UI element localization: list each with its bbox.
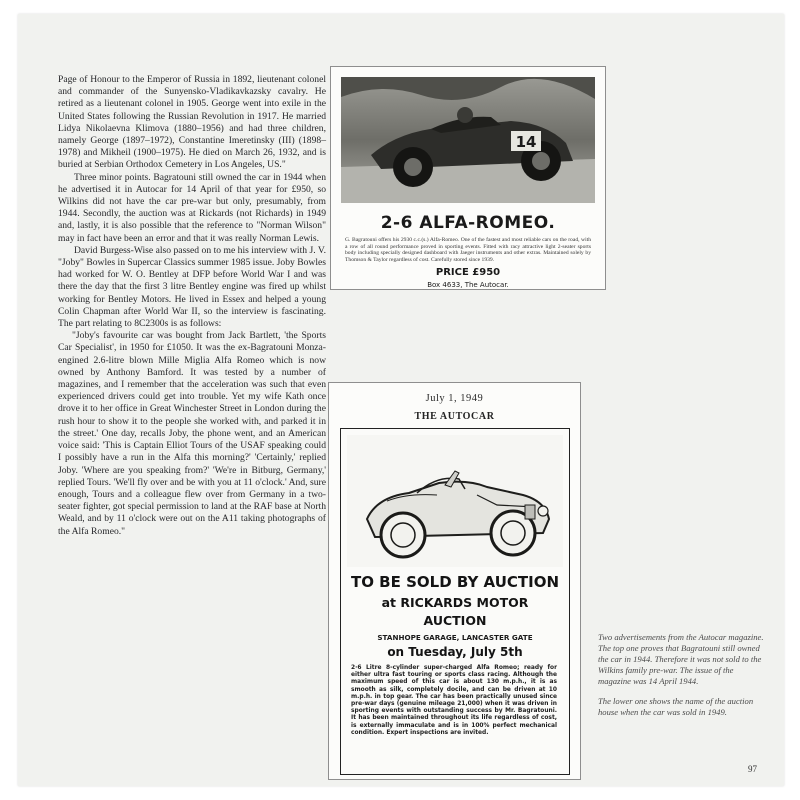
- ad2-date-line: on Tuesday, July 5th: [387, 645, 523, 659]
- ad1-description: G. Bagratouni offers his 2930 c.c.(s.) Alfa-Romeo. One of the fastest and most reliable cars on the road, with a row of all round performance proved in sporting events. Fitted with racy attractive light 2-seater sports body including specially designed dashboard with Jaeger instruments and other extras. Maintained solely by Thomson & Taylor regardless of cost. Carefully stored since 1939.: [345, 237, 591, 263]
- ad2-headline: TO BE SOLD BY AUCTION: [350, 573, 560, 591]
- advert-1949: [328, 382, 581, 780]
- car-number: 14: [515, 133, 537, 151]
- body-paragraph: David Burgess-Wise also passed on to me his interview with J. V. "Joby" Bowles in Supercar Classics summer 1985 issue. Joby Bowles had worked for W. O. Bentley at DFP before World War I and was there the day that the first 3 litre Bentley engine was fired up whilst working for Bentley Motors. He lived in Essex and helped a young Colin Chapman after World War II, so the interview is fascinating. The part relating to 8C2300s is as follows:: [58, 244, 326, 330]
- ad2-body-text: 2·6 Litre 8-cylinder super-charged Alfa Romeo; ready for either ultra fast touring or sports class racing. Although the maximum speed of this car is about 130 m.p.h., it is as smooth as silk, completely docile, and can be driven at 10 m.p.h. in top gear. The car has been practically unused since pre-war days (genuine mileage 21,000) when it was driven in sporting events with outstanding success by Mr. Bagratouni. It has been maintained throughout its life regardless of cost, is externally immaculate and is in 100% perfect mechanical condition. Expert inspections are invited.: [351, 665, 557, 736]
- ad2-auction: AUCTION: [423, 613, 487, 628]
- ad1-price: PRICE £950: [435, 267, 501, 278]
- book-page: [18, 14, 784, 786]
- body-paragraph: Page of Honour to the Emperor of Russia in 1892, lieutenant colonel and commander of the Sunyensko-Vladikavkazsky cavalry. He retired as a lieutenant colonel in 1905. George went into exile in the United States following the Russian Revolution in 1917. He married Lidya Nikolaevna Klimova (1880–1956) and had three children, namely George (1897–1972), Constantine Imeretinsky (III) (1898–1978) and Mikheil (1900–1975). He died on March 26, 1932, and is buried at Serbian Orthodox Cemetery in Los Angeles, US.": [58, 74, 326, 171]
- caption-paragraph: The lower one shows the name of the auction house when the car was sold in 1949.: [598, 696, 754, 717]
- body-paragraph: Three minor points. Bagratouni still owned the car in 1944 when he advertised it in Autocar for 14 April of that year for £950, so Wilkins did not have the car pre-war but only, presumably, from 1944. Secondly, the auction was at Rickards (not Richards) in 1949 and, lastly, it is also possible that the reference to "Norman Wilson" may in fact have been an error and that it was really Norman Lewis.: [58, 171, 326, 244]
- body-quote: "Joby's favourite car was bought from Jack Bartlett, 'the Sports Car Specialist', in 1950 for £1050. It was the ex-Bagratouni Monza-engined 2.6-litre blown Mille Miglia Alfa Romeo which is now owned by Anthony Bamford. It was tested by a number of magazines, and I remember that the acceleration was such that even experienced drivers could get into trouble. Yet my wife Kath once drove it to her office in Great Winchester Street in London during the rush hour to show it to the people she worked with, and parked it in the street.' One day, recalls Joby, the phone went, and an American voice said: 'This is Captain Elliot Tours of the USAF speaking could I possibly have a run in the Alfa this morning?' 'Certainly,' replied Joby. 'Where are you speaking from?' 'We're in Bitburg, Germany,' replied Tours. 'We'll fly over and be with you at 11 o'clock.' And, sure enough, Tours and a colleague flew over from Germany in a two-seater fighter, got special permission to land at the RAF base at North Weald, and by 11 o'clock were out on the A11 taking photographs of the Alfa Romeo.": [58, 330, 326, 537]
- ad2-auctioneer: at RICKARDS MOTOR: [381, 595, 529, 610]
- ad2-publication: THE AUTOCAR: [414, 411, 495, 422]
- page-number: 97: [748, 764, 757, 774]
- ad2-address: STANHOPE GARAGE, LANCASTER GATE: [377, 633, 533, 642]
- roadster-drawing: [347, 435, 563, 567]
- image-caption: [598, 632, 768, 727]
- racing-car-photo: [341, 77, 595, 203]
- body-text-column: [58, 74, 326, 538]
- advert-1944: [330, 66, 606, 290]
- ad2-date: July 1, 1949: [425, 393, 484, 404]
- caption-paragraph: Two advertisements from the Autocar magazine. The top one proves that Bagratouni still owned the car in 1944. Therefore it was not sold to the Wilkins family pre-war. The issue of the magazine was 14 April 1944.: [598, 632, 764, 686]
- ad1-box: Box 4633, The Autocar.: [427, 281, 509, 289]
- ad2-frame: [340, 428, 570, 775]
- ad1-title: 2-6 ALFA-ROMEO.: [380, 213, 556, 233]
